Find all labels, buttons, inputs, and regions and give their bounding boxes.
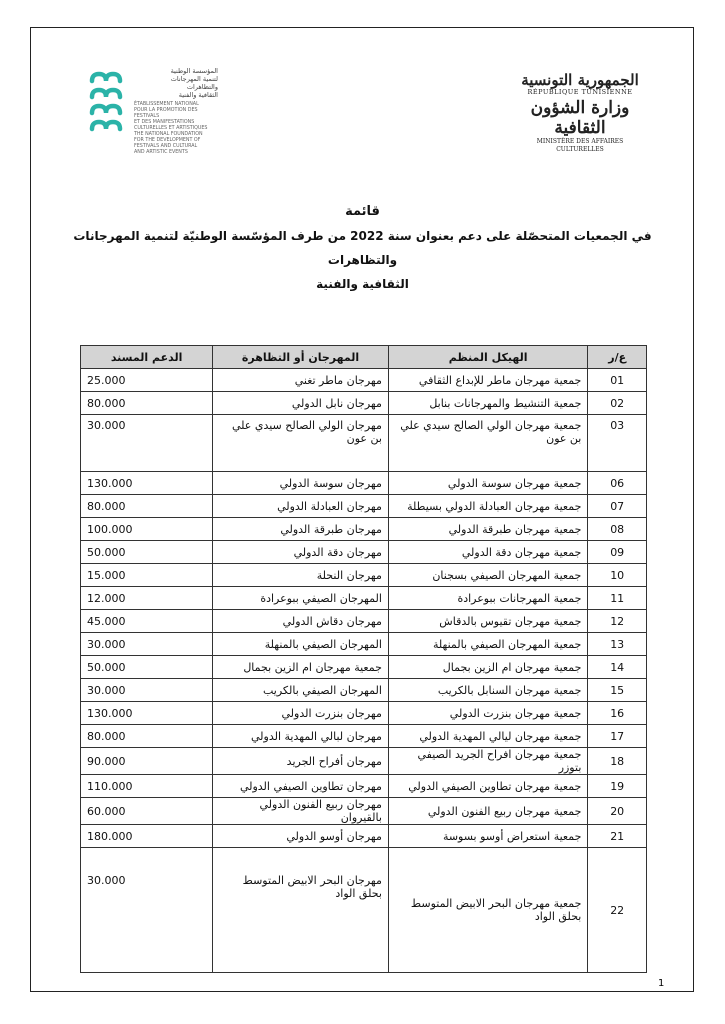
row-organizer: جمعية مهرجان الولي الصالح سيدي علي بن عون: [388, 415, 587, 472]
table-row: [81, 472, 647, 495]
row-num: 19: [588, 775, 647, 798]
row-festival: المهرجان الصيفي ببوعرادة: [213, 587, 389, 610]
foundation-name-ar-2: لتنمية المهرجانات: [170, 75, 218, 83]
row-festival: مهرجان طبرقة الدولي: [213, 518, 389, 541]
table-row: [81, 495, 647, 518]
row-amount: 50.000: [81, 541, 213, 564]
table-row: [81, 518, 647, 541]
row-festival: مهرجان النحلة: [213, 564, 389, 587]
table-row: [81, 725, 647, 748]
ministry-logo: [520, 71, 640, 153]
row-amount: 130.000: [81, 702, 213, 725]
row-festival: مهرجان الولي الصالح سيدي علي بن عون: [213, 415, 389, 472]
table-row: [81, 564, 647, 587]
foundation-name-en-3: FESTIVALS AND CULTURAL: [134, 144, 198, 149]
page-number: 1: [658, 978, 665, 989]
row-amount: 25.000: [81, 369, 213, 392]
row-organizer: جمعية مهرجان ام الزين بجمال: [388, 656, 587, 679]
row-num: 21: [588, 825, 647, 848]
foundation-name-en-2: FOR THE DEVELOPMENT OF: [134, 138, 201, 143]
row-festival: مهرجان ربيع الفنون الدولي بالقيروان: [213, 798, 389, 825]
republic-name-ar: الجمهورية التونسية: [521, 71, 639, 89]
foundation-name-fr-2: POUR LA PROMOTION DES FESTIVALS: [134, 108, 198, 119]
row-festival: مهرجان دقة الدولي: [213, 541, 389, 564]
foundation-logo-mark-icon: [88, 71, 126, 137]
row-num: 18: [588, 748, 647, 775]
row-festival: المهرجان الصيفي بالكريب: [213, 679, 389, 702]
table-header-row: [81, 346, 647, 369]
row-num: 07: [588, 495, 647, 518]
table-row: [81, 775, 647, 798]
row-num: 09: [588, 541, 647, 564]
foundation-name-en-1: THE NATIONAL FOUNDATION: [134, 132, 203, 137]
row-amount: 110.000: [81, 775, 213, 798]
row-organizer: جمعية مهرجان السنابل بالكريب: [388, 679, 587, 702]
row-organizer: جمعية مهرجان طبرقة الدولي: [388, 518, 587, 541]
row-amount: 30.000: [81, 415, 213, 472]
row-festival: مهرجان أوسو الدولي: [213, 825, 389, 848]
table-row: [81, 825, 647, 848]
ministry-name-ar: وزارة الشؤون الثقافية: [530, 98, 630, 138]
row-num: 01: [588, 369, 647, 392]
table-row: [81, 369, 647, 392]
grants-table: [80, 345, 647, 973]
row-organizer: جمعية مهرجان البحر الابيض المتوسط بحلق الواد: [388, 848, 587, 973]
foundation-logo: [88, 67, 218, 155]
row-festival: مهرجان تطاوين الصيفي الدولي: [213, 775, 389, 798]
row-organizer: جمعية المهرجان الصيفي بالمنهلة: [388, 633, 587, 656]
table-row: [81, 633, 647, 656]
foundation-name-ar-3: والتظاهرات: [186, 83, 218, 91]
table-row: [81, 702, 647, 725]
row-num: 17: [588, 725, 647, 748]
row-num: 11: [588, 587, 647, 610]
row-festival: المهرجان الصيفي بالمنهلة: [213, 633, 389, 656]
row-num: 12: [588, 610, 647, 633]
row-num: 06: [588, 472, 647, 495]
row-organizer: جمعية مهرجان افراح الجريد الصيفي بتوزر: [388, 748, 587, 775]
row-organizer: جمعية مهرجان ماطر للإبداع الثقافي: [388, 369, 587, 392]
row-amount: 45.000: [81, 610, 213, 633]
row-amount: 100.000: [81, 518, 213, 541]
row-num: 13: [588, 633, 647, 656]
republic-name-fr: RÉPUBLIQUE TUNISIENNE: [527, 88, 633, 96]
row-festival: مهرجان أفراح الجريد: [213, 748, 389, 775]
header-festival: المهرجان أو التظاهرة: [213, 346, 389, 369]
row-organizer: جمعية مهرجان دقة الدولي: [388, 541, 587, 564]
row-festival: مهرجان العبادلة الدولي: [213, 495, 389, 518]
row-organizer: جمعية استعراض أوسو بسوسة: [388, 825, 587, 848]
foundation-name-fr-4: CULTURELLES ET ARTISTIQUES: [134, 126, 208, 131]
row-amount: 90.000: [81, 748, 213, 775]
table-row: [81, 748, 647, 775]
row-amount: 130.000: [81, 472, 213, 495]
header-amount: الدعم المسند: [81, 346, 213, 369]
row-organizer: جمعية مهرجان تقيوس بالدقاش: [388, 610, 587, 633]
row-festival: مهرجان البحر الابيض المتوسط بحلق الواد: [213, 848, 389, 973]
title-line-1: قائمة: [345, 204, 380, 219]
table-row: [81, 656, 647, 679]
title-line-3: الثقافية والفنية: [316, 277, 409, 291]
row-festival: مهرجان لبالي المهدية الدولي: [213, 725, 389, 748]
table-row: [81, 610, 647, 633]
table-row: [81, 541, 647, 564]
row-amount: 30.000: [81, 679, 213, 702]
row-amount: 15.000: [81, 564, 213, 587]
row-num: 20: [588, 798, 647, 825]
row-amount: 180.000: [81, 825, 213, 848]
row-festival: مهرجان نابل الدولي: [213, 392, 389, 415]
row-organizer: جمعية التنشيط والمهرجانات بنابل: [388, 392, 587, 415]
row-festival: مهرجان بنزرت الدولي: [213, 702, 389, 725]
row-num: 02: [588, 392, 647, 415]
foundation-name-fr-3: ET DES MANIFESTATIONS: [134, 120, 195, 125]
row-festival: جمعية مهرجان ام الزين بجمال: [213, 656, 389, 679]
row-festival: مهرجان سوسة الدولي: [213, 472, 389, 495]
row-amount: 80.000: [81, 495, 213, 518]
table-row: [81, 798, 647, 825]
row-amount: 50.000: [81, 656, 213, 679]
row-num: 10: [588, 564, 647, 587]
table-row: [81, 392, 647, 415]
ministry-name-fr: MINISTÈRE DES AFFAIRES CULTURELLES: [536, 138, 624, 153]
foundation-name-en-4: AND ARTISTIC EVENTS: [134, 150, 188, 155]
row-organizer: جمعية مهرجان بنزرت الدولي: [388, 702, 587, 725]
row-festival: مهرجان دقاش الدولي: [213, 610, 389, 633]
document-title: [60, 200, 665, 296]
row-num: 15: [588, 679, 647, 702]
row-organizer: جمعية مهرجان سوسة الدولي: [388, 472, 587, 495]
foundation-name-fr-1: ÉTABLISSEMENT NATIONAL: [134, 102, 199, 107]
row-num: 16: [588, 702, 647, 725]
row-amount: 80.000: [81, 392, 213, 415]
table-row: [81, 415, 647, 472]
row-amount: 30.000: [81, 633, 213, 656]
row-amount: 60.000: [81, 798, 213, 825]
row-num: 08: [588, 518, 647, 541]
table-row: [81, 587, 647, 610]
header-organizer: الهيكل المنظم: [388, 346, 587, 369]
row-organizer: جمعية مهرجان ربيع الفنون الدولي: [388, 798, 587, 825]
row-num: 22: [588, 848, 647, 973]
row-num: 03: [588, 415, 647, 472]
row-organizer: جمعية المهرجانات ببوعرادة: [388, 587, 587, 610]
foundation-name-ar-4: الثقافية والفنية: [178, 91, 218, 99]
row-organizer: جمعية مهرجان العبادلة الدولي بسيطلة: [388, 495, 587, 518]
row-num: 14: [588, 656, 647, 679]
table-row: [81, 848, 647, 973]
table-row: [81, 679, 647, 702]
foundation-name-ar-1: المؤسسة الوطنية: [170, 67, 218, 75]
row-organizer: جمعية مهرجان ليالي المهدية الدولي: [388, 725, 587, 748]
row-festival: مهرجان ماطر تغني: [213, 369, 389, 392]
row-amount: 80.000: [81, 725, 213, 748]
foundation-name-fr: [134, 102, 218, 156]
row-amount: 12.000: [81, 587, 213, 610]
title-line-2: في الجمعيات المتحصّلة على دعم بعنوان سنة 2022 من طرف المؤسّسة الوطنيّة لتنمية المهرجانات والتظاهرات: [73, 229, 652, 267]
row-organizer: جمعية المهرجان الصيفي بسجنان: [388, 564, 587, 587]
row-organizer: جمعية مهرجان تطاوين الصيفي الدولي: [388, 775, 587, 798]
foundation-logo-text: [134, 67, 218, 156]
header-num: ع/ر: [588, 346, 647, 369]
row-amount: 30.000: [81, 848, 213, 973]
